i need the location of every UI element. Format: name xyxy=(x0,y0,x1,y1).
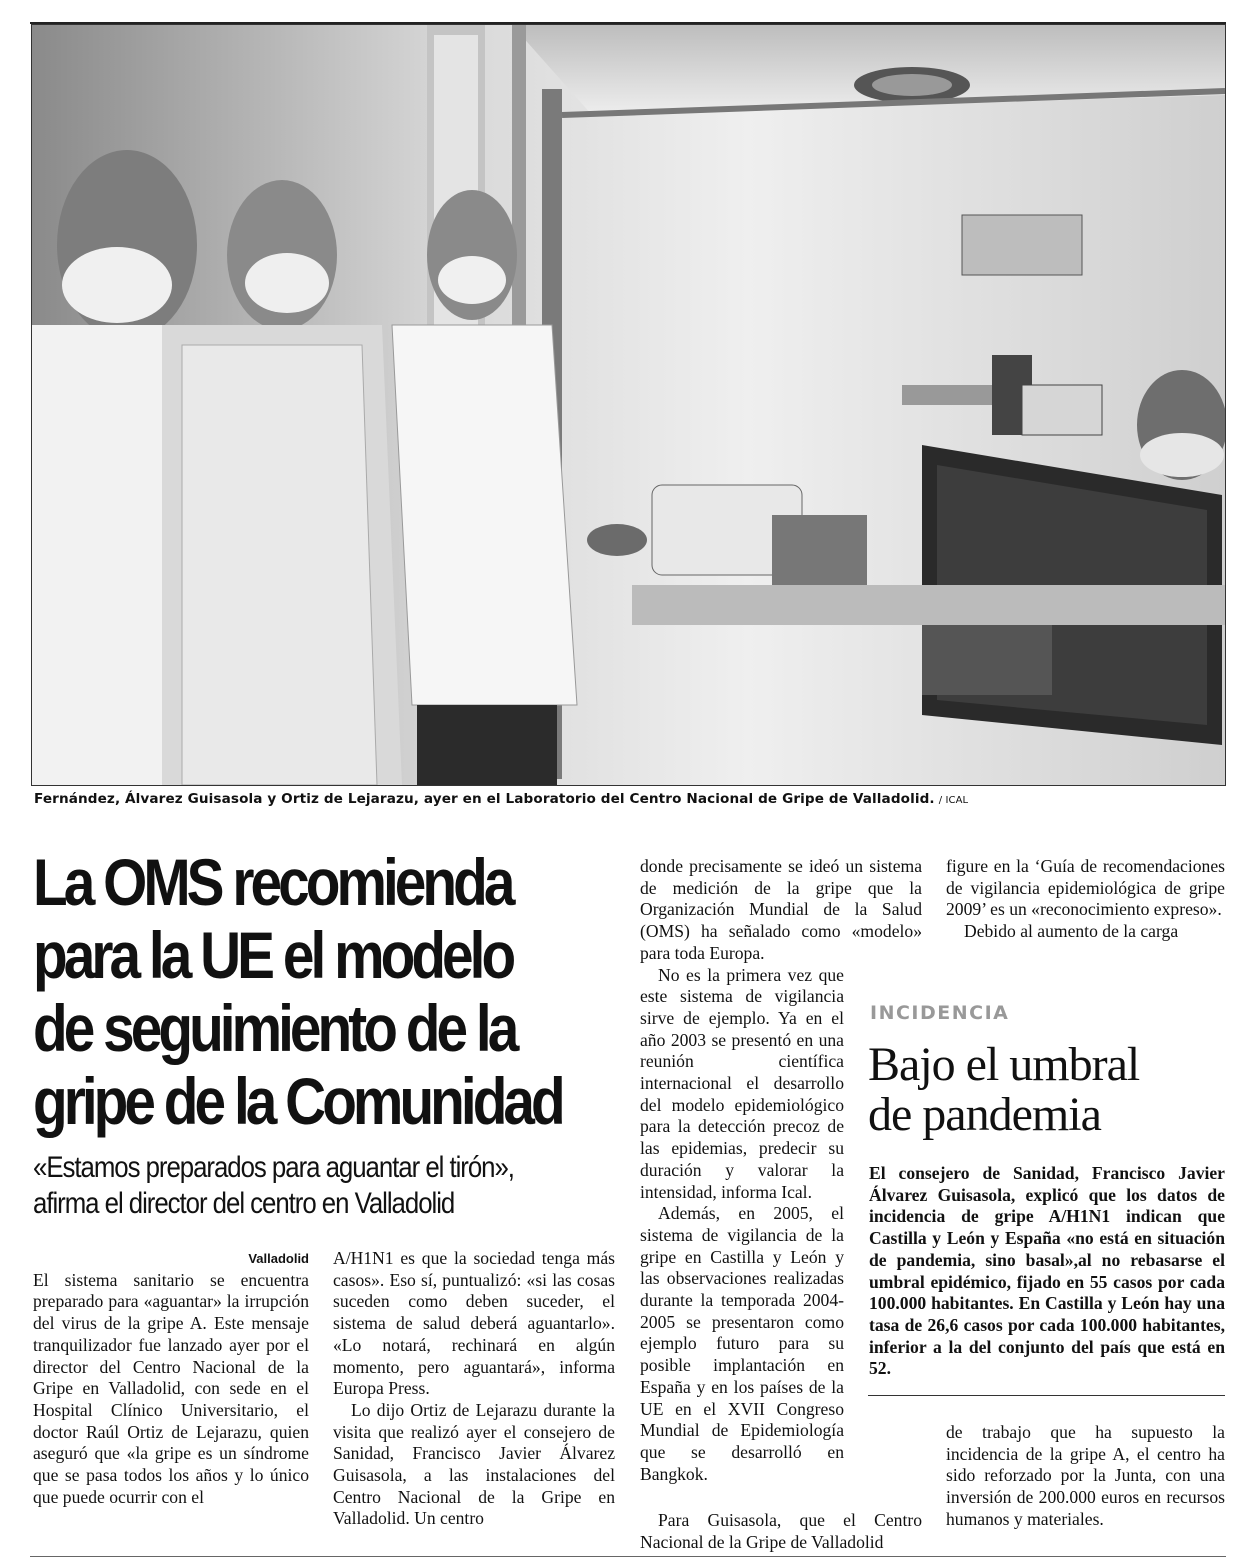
body-paragraph: Debido al aumento de la carga xyxy=(964,921,1179,942)
body-paragraph: El sistema sanitario se encuentra preparado para «aguantar» la irrupción del virus de la gripe A. Este mensaje tranquilizador fue lanzado ayer por el director del Centro Nacional de la Gripe en Valladolid, con sede en el Hospital Clínico Universitario, el doctor Raúl Ortiz de Lejarazu, quien aseguró que «la gripe es un síndrome que se pasa todos los años y lo único que puede ocurrir con el xyxy=(33,1269,309,1507)
body-paragraph: Lo dijo Ortiz de Lejarazu durante la visita que realizó ayer el consejero de Sanidad, Francisco Javier Álvarez Guisasola, a las instalaciones del Centro Nacional de la Gripe en Valladolid. Un centro xyxy=(333,1399,615,1529)
sidebar-title-line: de pandemia xyxy=(868,1088,1101,1141)
photo-caption xyxy=(34,791,1224,807)
caption-text: Fernández, Álvarez Guisasola y Ortiz de Lejarazu, ayer en el Laboratorio del Centro Nacional de Gripe de Valladolid. xyxy=(34,791,935,807)
headline-line: La OMS recomienda xyxy=(33,845,512,919)
photo-credit: / ICAL xyxy=(938,795,969,806)
body-paragraph: donde precisamente se ideó un sistema de medición de la gripe que la Organización Mundial de la Salud (OMS) ha señalado como «modelo» para toda Europa. xyxy=(640,856,922,963)
article-headline xyxy=(33,845,562,1138)
sidebar-kicker: INCIDENCIA xyxy=(870,1002,1010,1024)
deck-line: «Estamos preparados para aguantar el tirón», xyxy=(33,1151,514,1184)
news-photo xyxy=(31,24,1226,786)
body-paragraph: Además, en 2005, el sistema de vigilancia de la gripe en Castilla y León y las observaciones realizadas durante la temporada 2004-2005 se presentaron como ejemplo futuro para su posible implantación en España y en los países de la UE en el XVII Congreso Mundial de Epidemiología que se desarrolló en Bangkok. xyxy=(640,1203,844,1484)
headline-line: gripe de la Comunidad xyxy=(33,1064,562,1138)
column-3 xyxy=(640,856,922,1485)
sidebar-title xyxy=(868,1040,1228,1140)
headline-line: para la UE el modelo xyxy=(33,918,513,992)
article-deck xyxy=(33,1150,549,1222)
body-paragraph: Para Guisasola, que el Centro Nacional de la Gripe de Valladolid xyxy=(640,1510,922,1552)
body-paragraph: A/H1N1 es que la sociedad tenga más casos». Eso sí, puntualizó: «si las cosas suceden como deben suceder, el sistema de salud deberá aguantarlo». «Lo notará, rechinará en algún momento, pero aguantará», informa Europa Press. xyxy=(333,1248,615,1399)
body-paragraph: No es la primera vez que este sistema de vigilancia sirve de ejemplo. Ya en el año 2003 se presentó en una reunión científica internacional el desarrollo del modelo epidemiológico para la detección precoz de las epidemias, predecir su duración y valorar la intensidad, informa Ical. xyxy=(640,964,844,1202)
column-4-end xyxy=(946,1422,1225,1531)
dateline: Valladolid xyxy=(248,1251,309,1266)
deck-line: afirma el director del centro en Valladolid xyxy=(33,1187,455,1220)
column-4 xyxy=(946,856,1225,943)
sidebar-divider xyxy=(868,1395,1225,1396)
column-3-end xyxy=(640,1510,922,1553)
body-paragraph: de trabajo que ha supuesto la incidencia de la gripe A, el centro ha sido reforzado por la Junta, con una inversión de 200.000 euros en recursos humanos y materiales. xyxy=(946,1422,1225,1529)
sidebar-title-line: Bajo el umbral xyxy=(868,1038,1140,1091)
body-paragraph: figure en la ‘Guía de recomendaciones de vigilancia epidemiológica de gripe 2009’ es un «reconocimiento expreso». xyxy=(946,856,1225,920)
column-1 xyxy=(33,1248,309,1508)
sidebar-summary: El consejero de Sanidad, Francisco Javier Álvarez Guisasola, explicó que los datos de incidencia de gripe A/H1N1 indican que Castilla y León y España «no está en situación de pandemia, sino basal»,al no rebasarse el umbral epidémico, fijado en 55 casos por cada 100.000 habitantes. En Castilla y León hay una tasa de 26,6 casos por cada 100.000 habitantes, inferior a la del conjunto del país que está en 52. xyxy=(869,1163,1225,1379)
column-2 xyxy=(333,1248,615,1530)
headline-line: de seguimiento de la xyxy=(33,991,516,1065)
bottom-rule xyxy=(30,1556,1226,1557)
